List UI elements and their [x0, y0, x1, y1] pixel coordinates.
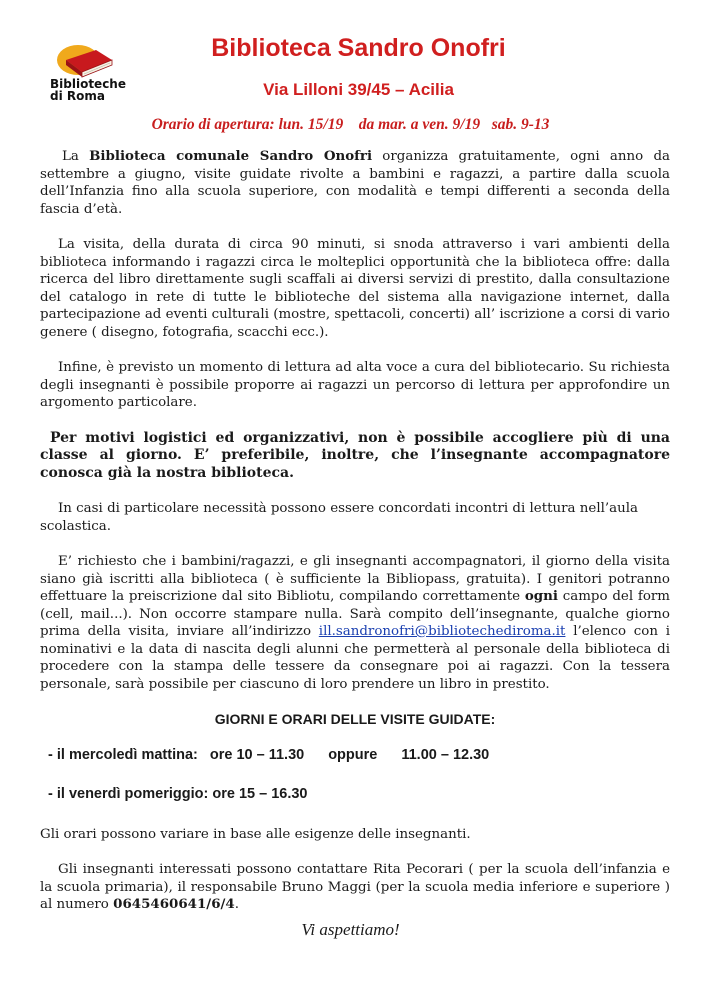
opening-hours: Orario di apertura: lun. 15/19 da mar. a ven. 9/19 sab. 9-13 — [151, 116, 550, 133]
school-reading-paragraph: In casi di particolare necessità possono essere concordati incontri di lettura nell’aula scolastica. — [40, 501, 639, 534]
logo-text-line2: di Roma — [50, 89, 105, 103]
registration-paragraph — [40, 553, 670, 693]
page-title: Biblioteca Sandro Onofri — [211, 34, 506, 62]
every-bold: ogni — [524, 588, 558, 604]
library-name-bold: Biblioteca comunale Sandro Onofri — [89, 148, 373, 164]
wednesday-time-1: ore 10 – 11.30 — [209, 746, 305, 763]
intro-rest: organizza gratuitamente, ogni anno da settembre a giugno, visite guidate rivolte a bambini e ragazzi, a partire dalla scuola dell’Infanzia fino alla scuola superiore, con modalità e tempi differenti a seconda della fascia d’età. — [40, 149, 671, 217]
contacts-paragraph — [40, 861, 670, 914]
contacts-end: . — [234, 897, 239, 912]
visit-description-paragraph: La visita, della durata di circa 90 minuti, si snoda attraverso i vari ambienti della biblioteca informando i ragazzi circa le molteplici opportunità che la biblioteca offre: dalla ricerca del libro direttamente sugli scaffali ai diversi servizi di prestito, dalla consultazione del catalogo in rete di tutte le biblioteche del sistema alla navigazione internet, dalla partecipazione ad eventi culturali (mostre, spettacoli, concerti) all’ iscrizione a corsi di vario genere ( disegno, fotografia, scacchi ecc.). — [40, 237, 670, 340]
hours-may-vary-note: Gli orari possono variare in base alle esigenze delle insegnanti. — [40, 826, 471, 842]
reading-paragraph: Infine, è previsto un momento di lettura ad alta voce a cura del bibliotecario. Su richiesta degli insegnanti è possibile proporre ai ragazzi un percorso di lettura per approfondire un argomento particolare. — [40, 360, 670, 410]
schedule-heading: GIORNI E ORARI DELLE VISITE GUIDATE: — [214, 711, 496, 727]
schedule-row-wednesday — [48, 747, 670, 765]
schedule-row-friday — [48, 786, 670, 804]
document-body — [40, 148, 670, 932]
wednesday-or: oppure — [328, 746, 378, 763]
logistics-notice: Per motivi logistici ed organizzativi, non è possibile accogliere più di una classe al giorno. E’ preferibile, inoltre, che l’insegnante accompagnatore conosca già la nostra biblioteca. — [40, 429, 670, 481]
contacts-text: Gli insegnanti interessati possono contattare Rita Pecorari ( per la scuola dell’infanzia e la scuola primaria), il responsabile Bruno Maggi (per la scuola media inferiore e superiore ) al numero — [40, 862, 670, 912]
registration-part2: campo del form (cell, mail...). Non occorre stampare nulla. Sarà compito dell’insegnante, qualche giorno prima della visita, inviare all’indirizzo — [40, 589, 670, 639]
logo-text-line1: Biblioteche — [50, 77, 126, 91]
friday-time: ore 15 – 16.30 — [212, 786, 308, 802]
library-address: Via Lilloni 39/45 – Acilia — [263, 80, 454, 99]
wednesday-time-2: 11.00 – 12.30 — [401, 746, 490, 763]
email-link[interactable]: ill.sandronofri@bibliotechediroma.it — [318, 624, 566, 639]
registration-part3: l’elenco con i nominativi e la data di nascita degli alunni che permetterà al personale della biblioteca di procedere con la stampa delle tessere da consegnare poi ai ragazzi. Con la tessera personale, sarà possibile per ciascuno di loro prendere un libro in prestito. — [40, 624, 670, 692]
wednesday-label: - il mercoledì mattina: — [48, 746, 198, 763]
closing-line: Vi aspettiamo! — [301, 920, 400, 939]
phone-number: 0645460641/6/4 — [113, 896, 235, 912]
friday-label: - il venerdì pomeriggio: — [48, 786, 209, 802]
registration-part1: E’ richiesto che i bambini/ragazzi, e gli insegnanti accompagnatori, il giorno della visita siano già iscritti alla biblioteca ( è sufficiente la Bibliopass, gratuita). I genitori potranno effettuare la preiscrizione dal sito Bibliotu, compilando correttamente — [40, 554, 670, 604]
intro-paragraph — [40, 148, 670, 218]
intro-lead: La — [62, 149, 90, 164]
